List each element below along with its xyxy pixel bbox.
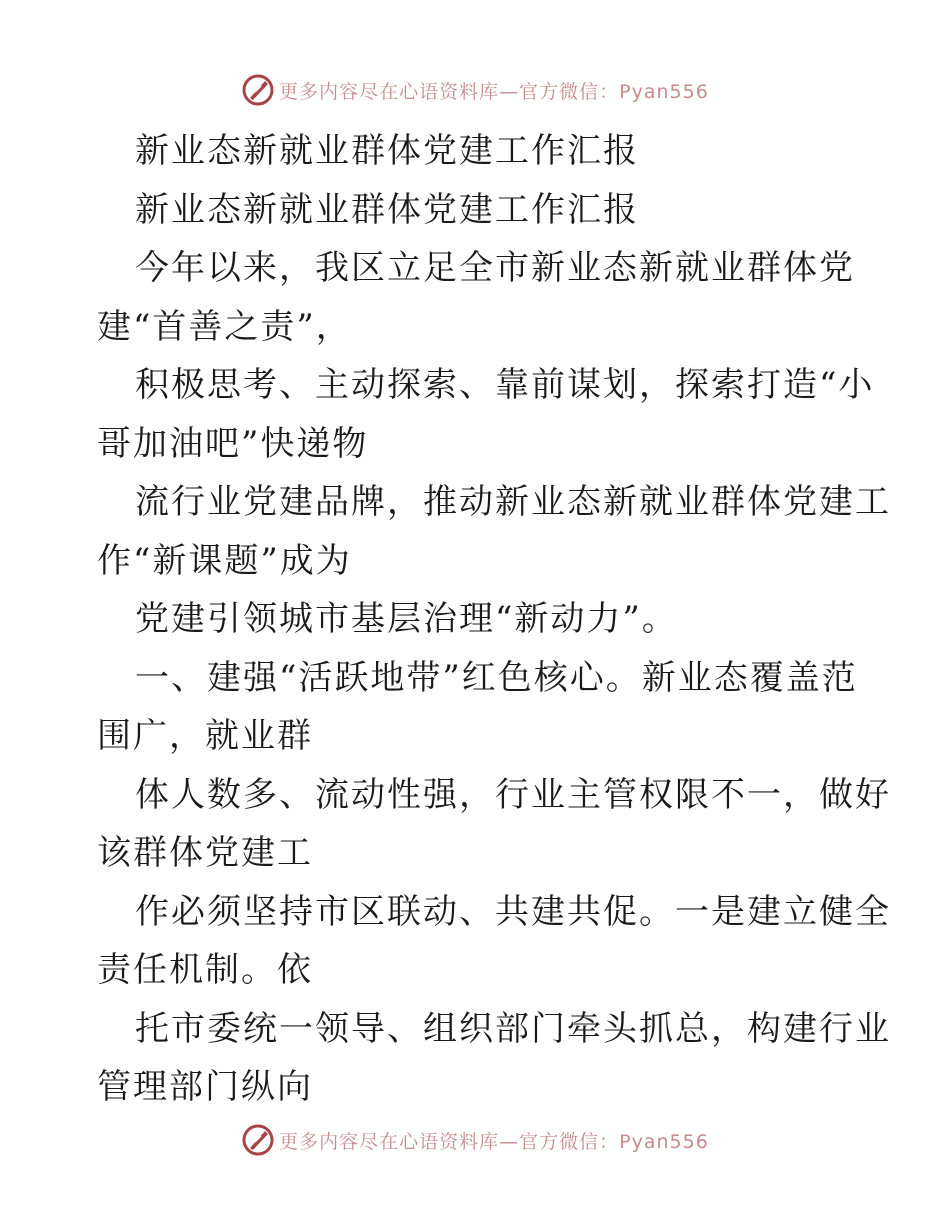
watermark-text: 更多内容尽在心语资料库—官方微信：Pyan556	[279, 80, 709, 103]
watermark-footer	[0, 1120, 950, 1160]
document-line: 体人数多、流动性强，行业主管权限不一，做好	[135, 774, 891, 815]
document-line: 哥加油吧”快递物	[97, 423, 369, 464]
document-line: 流行业党建品牌，推动新业态新就业群体党建工	[135, 482, 891, 522]
watermark-header	[0, 70, 950, 110]
document-body	[97, 122, 891, 1117]
document-line: 一、建强“活跃地带”红色核心。新业态覆盖范	[135, 657, 858, 698]
document-line: 作“新课题”成为	[97, 540, 352, 581]
document-line: 围广，就业群	[97, 716, 313, 756]
document-line: 管理部门纵向	[97, 1067, 313, 1107]
document-line: 今年以来，我区立足全市新业态新就业群体党	[135, 248, 855, 288]
document-line: 新业态新就业群体党建工作汇报	[135, 131, 639, 171]
document-line: 托市委统一领导、组织部门牵头抓总，构建行业	[135, 1008, 891, 1049]
document-line: 作必须坚持市区联动、共建共促。一是建立健全	[135, 891, 891, 932]
document-line: 新业态新就业群体党建工作汇报	[135, 189, 639, 230]
document-line: 建“首善之责”，	[97, 306, 352, 347]
document-line: 积极思考、主动探索、靠前谋划，探索打造“小	[135, 365, 875, 405]
document-line: 党建引领城市基层治理“新动力”。	[135, 599, 678, 639]
quill-logo-icon	[241, 73, 275, 107]
document-line: 该群体党建工	[97, 833, 313, 873]
quill-logo-icon	[241, 1123, 275, 1157]
watermark-text: 更多内容尽在心语资料库—官方微信：Pyan556	[279, 1130, 709, 1153]
document-line: 责任机制。依	[97, 950, 313, 990]
